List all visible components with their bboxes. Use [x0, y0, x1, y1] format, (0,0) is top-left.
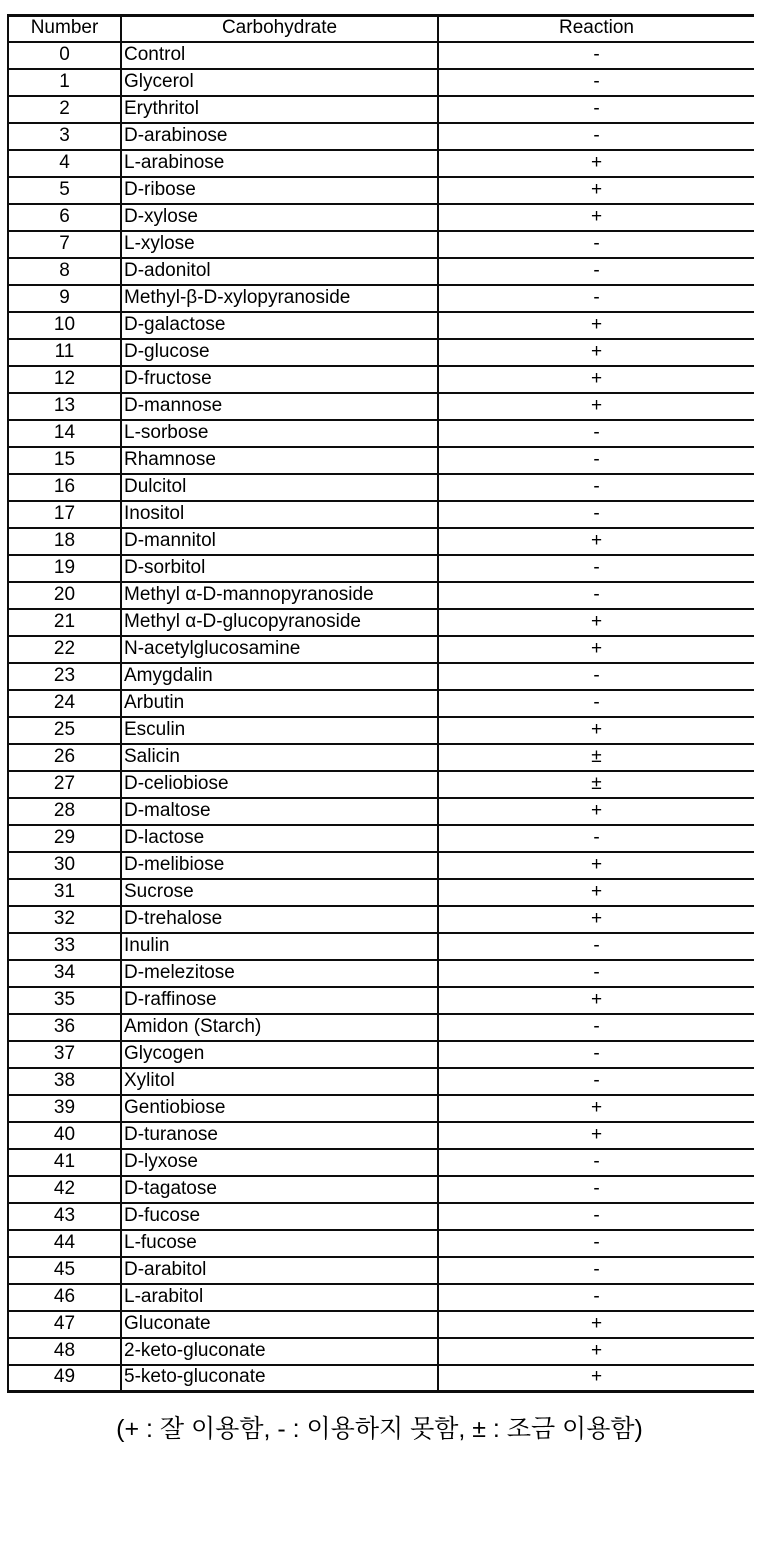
- reaction-cell: -: [438, 42, 754, 69]
- carbohydrate-cell: L-fucose: [121, 1230, 438, 1257]
- header-number: Number: [8, 16, 121, 42]
- carbohydrate-cell: Glycogen: [121, 1041, 438, 1068]
- carbohydrate-cell: Methyl α-D-glucopyranoside: [121, 609, 438, 636]
- carbohydrate-cell: D-sorbitol: [121, 555, 438, 582]
- reaction-cell: +: [438, 528, 754, 555]
- carbohydrate-cell: Inulin: [121, 933, 438, 960]
- reaction-cell: -: [438, 1176, 754, 1203]
- table-row: [8, 339, 754, 366]
- reaction-cell: +: [438, 717, 754, 744]
- reaction-cell: +: [438, 312, 754, 339]
- carbohydrate-cell: D-celiobiose: [121, 771, 438, 798]
- table-row: [8, 1311, 754, 1338]
- carbohydrate-cell: L-sorbose: [121, 420, 438, 447]
- row-number-cell: 28: [8, 798, 121, 825]
- table-row: [8, 1095, 754, 1122]
- row-number-cell: 8: [8, 258, 121, 285]
- row-number-cell: 24: [8, 690, 121, 717]
- row-number-cell: 21: [8, 609, 121, 636]
- reaction-cell: -: [438, 474, 754, 501]
- row-number-cell: 39: [8, 1095, 121, 1122]
- carbohydrate-cell: Gluconate: [121, 1311, 438, 1338]
- carbohydrate-cell: D-mannose: [121, 393, 438, 420]
- reaction-cell: +: [438, 339, 754, 366]
- table-row: [8, 474, 754, 501]
- row-number-cell: 25: [8, 717, 121, 744]
- carbohydrate-cell: N-acetylglucosamine: [121, 636, 438, 663]
- row-number-cell: 47: [8, 1311, 121, 1338]
- table-row: [8, 582, 754, 609]
- table-row: [8, 987, 754, 1014]
- row-number-cell: 9: [8, 285, 121, 312]
- row-number-cell: 42: [8, 1176, 121, 1203]
- carbohydrate-cell: Amygdalin: [121, 663, 438, 690]
- table-header: [8, 16, 754, 42]
- reaction-cell: -: [438, 1257, 754, 1284]
- row-number-cell: 36: [8, 1014, 121, 1041]
- reaction-cell: +: [438, 1311, 754, 1338]
- carbohydrate-cell: D-arabitol: [121, 1257, 438, 1284]
- reaction-cell: -: [438, 1014, 754, 1041]
- table-row: [8, 231, 754, 258]
- row-number-cell: 30: [8, 852, 121, 879]
- reaction-cell: +: [438, 609, 754, 636]
- table-row: [8, 690, 754, 717]
- reaction-cell: -: [438, 420, 754, 447]
- row-number-cell: 18: [8, 528, 121, 555]
- reaction-cell: -: [438, 933, 754, 960]
- row-number-cell: 23: [8, 663, 121, 690]
- table-row: [8, 825, 754, 852]
- table-row: [8, 636, 754, 663]
- reaction-cell: +: [438, 1122, 754, 1149]
- carbohydrate-cell: D-glucose: [121, 339, 438, 366]
- carbohydrate-cell: Methyl-β-D-xylopyranoside: [121, 285, 438, 312]
- table-row: [8, 177, 754, 204]
- row-number-cell: 13: [8, 393, 121, 420]
- carbohydrate-cell: Methyl α-D-mannopyranoside: [121, 582, 438, 609]
- carbohydrate-reaction-table-wrap: [7, 14, 753, 1393]
- reaction-cell: -: [438, 825, 754, 852]
- table-row: [8, 447, 754, 474]
- row-number-cell: 2: [8, 96, 121, 123]
- row-number-cell: 31: [8, 879, 121, 906]
- row-number-cell: 49: [8, 1365, 121, 1392]
- carbohydrate-cell: Arbutin: [121, 690, 438, 717]
- row-number-cell: 34: [8, 960, 121, 987]
- reaction-cell: -: [438, 258, 754, 285]
- row-number-cell: 45: [8, 1257, 121, 1284]
- row-number-cell: 41: [8, 1149, 121, 1176]
- reaction-cell: -: [438, 447, 754, 474]
- row-number-cell: 37: [8, 1041, 121, 1068]
- table-row: [8, 771, 754, 798]
- carbohydrate-cell: L-arabinose: [121, 150, 438, 177]
- reaction-cell: +: [438, 393, 754, 420]
- table-row: [8, 1338, 754, 1365]
- carbohydrate-cell: D-trehalose: [121, 906, 438, 933]
- row-number-cell: 19: [8, 555, 121, 582]
- reaction-cell: +: [438, 204, 754, 231]
- table-row: [8, 258, 754, 285]
- reaction-cell: -: [438, 501, 754, 528]
- row-number-cell: 14: [8, 420, 121, 447]
- reaction-cell: +: [438, 1338, 754, 1365]
- table-row: [8, 879, 754, 906]
- reaction-cell: +: [438, 366, 754, 393]
- reaction-cell: -: [438, 1149, 754, 1176]
- reaction-cell: +: [438, 1365, 754, 1392]
- table-row: [8, 69, 754, 96]
- carbohydrate-cell: D-ribose: [121, 177, 438, 204]
- table-row: [8, 285, 754, 312]
- table-row: [8, 1230, 754, 1257]
- header-carbohydrate: Carbohydrate: [121, 16, 438, 42]
- carbohydrate-cell: D-tagatose: [121, 1176, 438, 1203]
- reaction-legend: (+ : 잘 이용함, - : 이용하지 못함, ± : 조금 이용함): [116, 1415, 643, 1443]
- carbohydrate-cell: D-lyxose: [121, 1149, 438, 1176]
- table-row: [8, 906, 754, 933]
- table-row: [8, 1014, 754, 1041]
- carbohydrate-cell: D-galactose: [121, 312, 438, 339]
- row-number-cell: 26: [8, 744, 121, 771]
- carbohydrate-cell: Sucrose: [121, 879, 438, 906]
- carbohydrate-cell: D-melibiose: [121, 852, 438, 879]
- row-number-cell: 4: [8, 150, 121, 177]
- carbohydrate-cell: D-adonitol: [121, 258, 438, 285]
- table-row: [8, 717, 754, 744]
- carbohydrate-cell: Xylitol: [121, 1068, 438, 1095]
- carbohydrate-cell: D-raffinose: [121, 987, 438, 1014]
- table-row: [8, 1176, 754, 1203]
- reaction-cell: -: [438, 231, 754, 258]
- row-number-cell: 10: [8, 312, 121, 339]
- reaction-cell: -: [438, 1230, 754, 1257]
- carbohydrate-cell: L-arabitol: [121, 1284, 438, 1311]
- row-number-cell: 40: [8, 1122, 121, 1149]
- table-row: [8, 42, 754, 69]
- row-number-cell: 7: [8, 231, 121, 258]
- reaction-cell: +: [438, 906, 754, 933]
- table-row: [8, 744, 754, 771]
- reaction-cell: -: [438, 123, 754, 150]
- carbohydrate-cell: Esculin: [121, 717, 438, 744]
- table-row: [8, 393, 754, 420]
- reaction-cell: +: [438, 150, 754, 177]
- row-number-cell: 15: [8, 447, 121, 474]
- carbohydrate-cell: 2-keto-gluconate: [121, 1338, 438, 1365]
- row-number-cell: 32: [8, 906, 121, 933]
- table-body: [8, 42, 754, 1392]
- table-row: [8, 123, 754, 150]
- reaction-cell: +: [438, 798, 754, 825]
- reaction-cell: ±: [438, 744, 754, 771]
- carbohydrate-cell: D-arabinose: [121, 123, 438, 150]
- table-row: [8, 1122, 754, 1149]
- table-row: [8, 1149, 754, 1176]
- table-row: [8, 204, 754, 231]
- table-row: [8, 1284, 754, 1311]
- row-number-cell: 0: [8, 42, 121, 69]
- table-row: [8, 960, 754, 987]
- table-row: [8, 609, 754, 636]
- row-number-cell: 33: [8, 933, 121, 960]
- carbohydrate-cell: Salicin: [121, 744, 438, 771]
- row-number-cell: 16: [8, 474, 121, 501]
- carbohydrate-cell: D-maltose: [121, 798, 438, 825]
- carbohydrate-cell: D-fucose: [121, 1203, 438, 1230]
- reaction-cell: -: [438, 69, 754, 96]
- reaction-cell: -: [438, 690, 754, 717]
- table-row: [8, 96, 754, 123]
- carbohydrate-cell: L-xylose: [121, 231, 438, 258]
- reaction-cell: +: [438, 636, 754, 663]
- carbohydrate-cell: D-turanose: [121, 1122, 438, 1149]
- reaction-cell: -: [438, 582, 754, 609]
- reaction-cell: +: [438, 177, 754, 204]
- table-row: [8, 312, 754, 339]
- reaction-cell: -: [438, 96, 754, 123]
- reaction-cell: -: [438, 555, 754, 582]
- row-number-cell: 20: [8, 582, 121, 609]
- table-row: [8, 1068, 754, 1095]
- table-row: [8, 933, 754, 960]
- carbohydrate-cell: D-mannitol: [121, 528, 438, 555]
- reaction-cell: -: [438, 1068, 754, 1095]
- row-number-cell: 11: [8, 339, 121, 366]
- row-number-cell: 38: [8, 1068, 121, 1095]
- carbohydrate-reaction-table: [7, 14, 754, 1393]
- row-number-cell: 22: [8, 636, 121, 663]
- reaction-cell: ±: [438, 771, 754, 798]
- table-row: [8, 528, 754, 555]
- carbohydrate-cell: Gentiobiose: [121, 1095, 438, 1122]
- carbohydrate-cell: Dulcitol: [121, 474, 438, 501]
- row-number-cell: 27: [8, 771, 121, 798]
- table-row: [8, 1203, 754, 1230]
- carbohydrate-cell: D-melezitose: [121, 960, 438, 987]
- table-row: [8, 501, 754, 528]
- row-number-cell: 1: [8, 69, 121, 96]
- table-row: [8, 798, 754, 825]
- carbohydrate-cell: D-xylose: [121, 204, 438, 231]
- row-number-cell: 44: [8, 1230, 121, 1257]
- reaction-cell: -: [438, 1284, 754, 1311]
- carbohydrate-cell: Glycerol: [121, 69, 438, 96]
- carbohydrate-cell: 5-keto-gluconate: [121, 1365, 438, 1392]
- row-number-cell: 35: [8, 987, 121, 1014]
- table-row: [8, 555, 754, 582]
- row-number-cell: 43: [8, 1203, 121, 1230]
- row-number-cell: 46: [8, 1284, 121, 1311]
- reaction-cell: +: [438, 1095, 754, 1122]
- header-row: [8, 16, 754, 42]
- carbohydrate-cell: Amidon (Starch): [121, 1014, 438, 1041]
- carbohydrate-cell: Erythritol: [121, 96, 438, 123]
- table-row: [8, 366, 754, 393]
- carbohydrate-cell: D-fructose: [121, 366, 438, 393]
- table-row: [8, 420, 754, 447]
- row-number-cell: 48: [8, 1338, 121, 1365]
- reaction-cell: +: [438, 987, 754, 1014]
- table-row: [8, 852, 754, 879]
- table-row: [8, 1365, 754, 1392]
- row-number-cell: 3: [8, 123, 121, 150]
- reaction-cell: -: [438, 1041, 754, 1068]
- carbohydrate-cell: Inositol: [121, 501, 438, 528]
- row-number-cell: 5: [8, 177, 121, 204]
- reaction-cell: -: [438, 960, 754, 987]
- reaction-cell: -: [438, 285, 754, 312]
- row-number-cell: 12: [8, 366, 121, 393]
- reaction-cell: +: [438, 852, 754, 879]
- reaction-cell: -: [438, 1203, 754, 1230]
- reaction-cell: -: [438, 663, 754, 690]
- row-number-cell: 29: [8, 825, 121, 852]
- carbohydrate-cell: Rhamnose: [121, 447, 438, 474]
- table-row: [8, 1257, 754, 1284]
- table-row: [8, 663, 754, 690]
- header-reaction: Reaction: [438, 16, 754, 42]
- carbohydrate-cell: D-lactose: [121, 825, 438, 852]
- table-row: [8, 1041, 754, 1068]
- row-number-cell: 17: [8, 501, 121, 528]
- table-row: [8, 150, 754, 177]
- row-number-cell: 6: [8, 204, 121, 231]
- carbohydrate-cell: Control: [121, 42, 438, 69]
- reaction-cell: +: [438, 879, 754, 906]
